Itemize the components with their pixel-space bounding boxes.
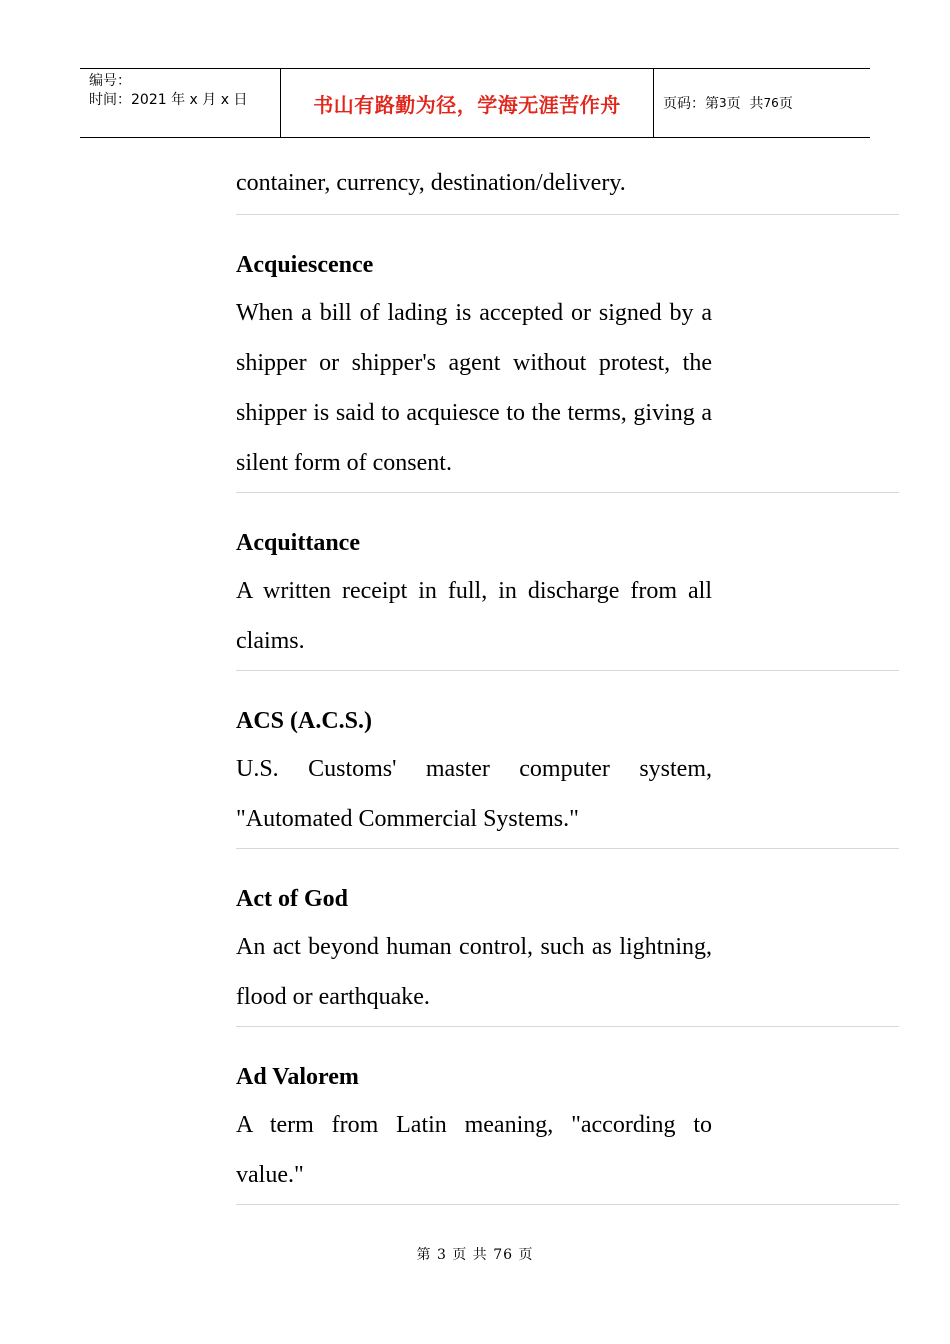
glossary-content <box>236 160 899 1205</box>
page-header <box>80 68 870 138</box>
page-current: 3 <box>719 96 727 110</box>
page-suffix: 页 <box>778 96 793 112</box>
page-total: 76 <box>763 96 779 110</box>
glossary-entry <box>236 849 899 1027</box>
entry-definition: U.S. Customs' master computer system, "Automated Commercial Systems." <box>236 756 712 832</box>
intro-entry <box>236 160 899 215</box>
glossary-entry <box>236 671 899 849</box>
entry-definition: A written receipt in full, in discharge from all claims. <box>236 578 712 654</box>
intro-text: container, currency, destination/delivery. <box>236 170 626 196</box>
page-prefix: 页码：第 <box>663 96 719 112</box>
page-footer: 第 3 页 共 76 页 <box>416 1247 534 1263</box>
glossary-entry <box>236 1027 899 1205</box>
header-info <box>80 69 281 137</box>
entry-term: ACS (A.C.S.) <box>236 708 373 734</box>
glossary-entry <box>236 493 899 671</box>
entry-definition: A term from Latin meaning, "according to value." <box>236 1112 712 1188</box>
number-label: 编号： <box>89 73 131 89</box>
header-page-number <box>654 69 870 137</box>
entry-term: Act of God <box>236 886 348 912</box>
entry-term: Ad Valorem <box>236 1064 359 1090</box>
header-motto <box>281 69 654 137</box>
entry-term: Acquiescence <box>236 252 374 278</box>
entry-definition: An act beyond human control, such as lightning, flood or earthquake. <box>236 934 712 1010</box>
page-mid: 页 共 <box>726 96 764 112</box>
entry-definition: When a bill of lading is accepted or signed by a shipper or shipper's agent without protest, the shipper is said to acquiesce to the terms, giving a silent form of consent. <box>236 300 712 476</box>
time-label: 时间：2021 年 x 月 x 日 <box>89 92 248 108</box>
entry-term: Acquittance <box>236 530 360 556</box>
glossary-entry <box>236 215 899 493</box>
motto-text: 书山有路勤为径，学海无涯苦作舟 <box>313 92 621 117</box>
